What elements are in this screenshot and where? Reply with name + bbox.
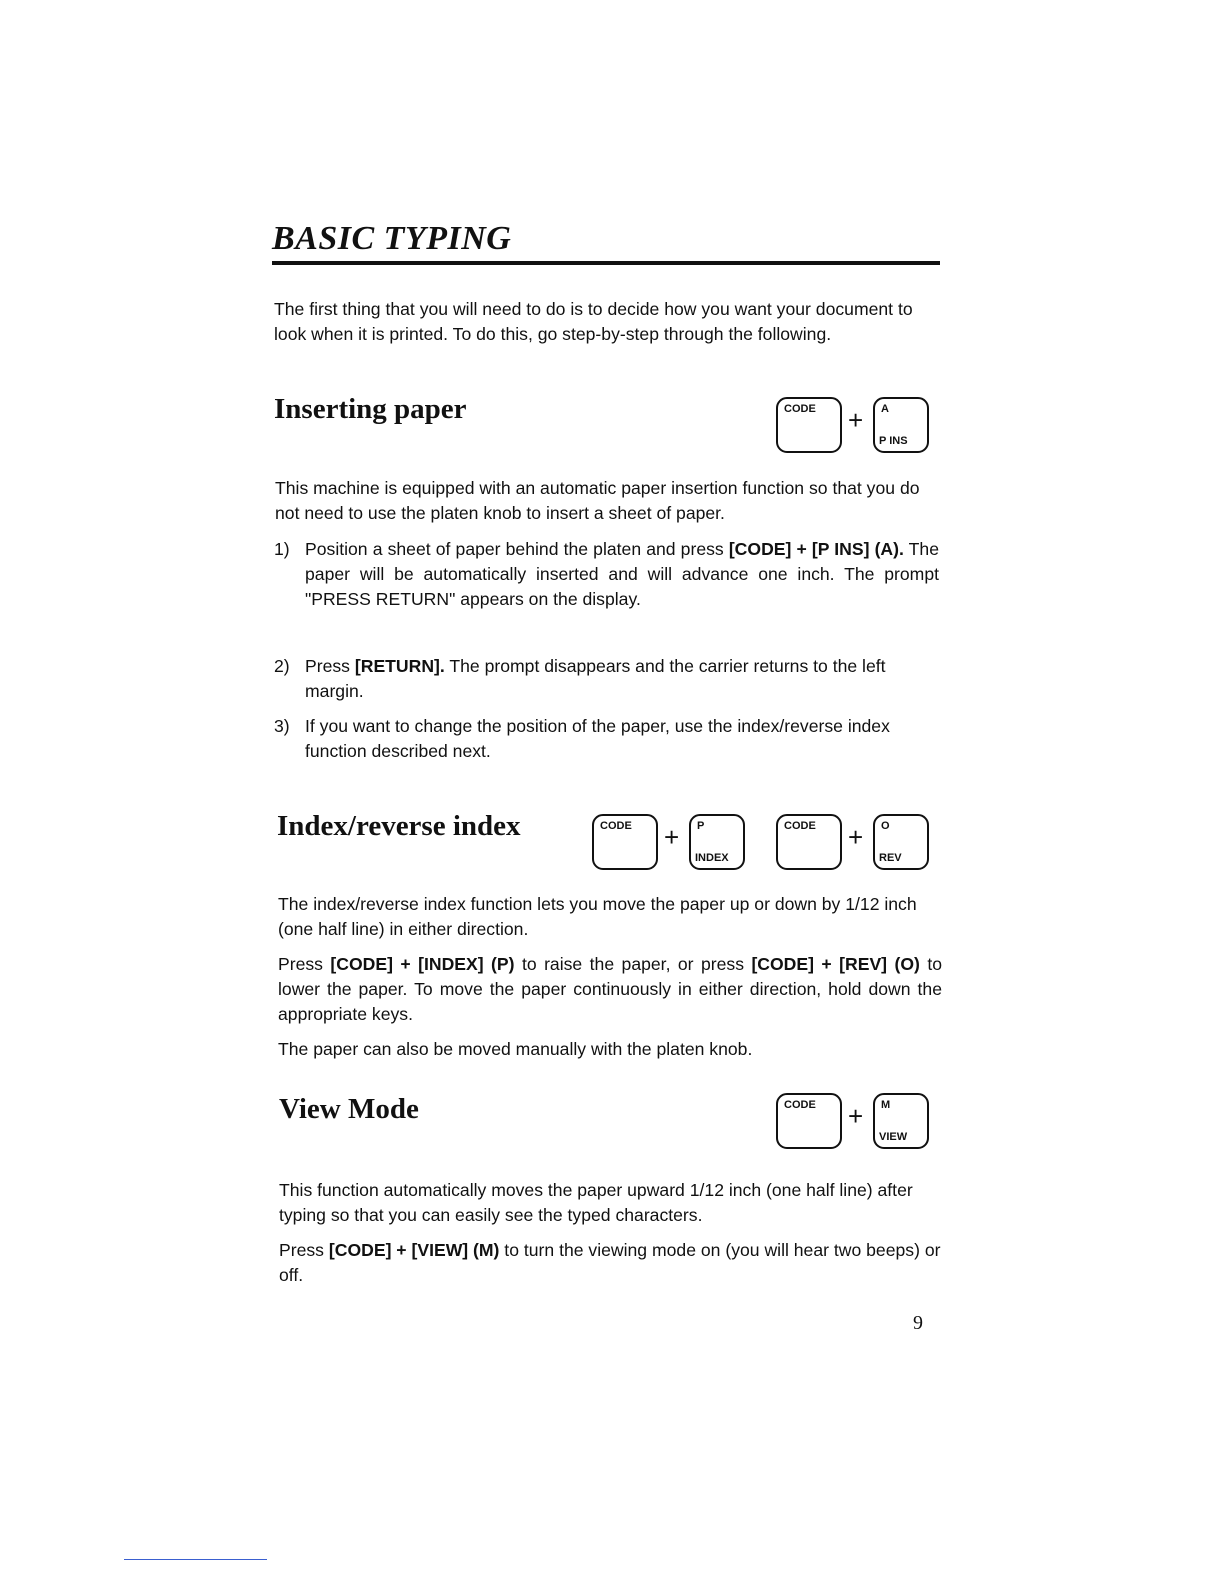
- step-text-rest: The prompt disappears and the carrier returns to the left margin.: [305, 656, 886, 701]
- code-key-icon: [776, 814, 842, 870]
- key-combo-code-pins: [776, 397, 932, 455]
- key-bottom-label: VIEW: [879, 1131, 908, 1143]
- list-text: [305, 654, 939, 704]
- step-keys: [RETURN].: [354, 656, 445, 676]
- key-combo-code-index: [592, 814, 748, 872]
- plus-sign: +: [664, 822, 680, 852]
- plus-sign: +: [848, 822, 864, 852]
- view-paragraph-1: This function automatically moves the paper upward 1/12 inch (one half line) after typing so that you can easily see the typed characters.: [279, 1180, 913, 1225]
- para-text-mid: to raise the paper, or press: [514, 954, 752, 974]
- plus-sign: +: [848, 405, 864, 435]
- key-top-label: A: [881, 403, 889, 415]
- key-bottom-label: P INS: [879, 435, 908, 447]
- list-item: [274, 537, 940, 612]
- step-text: Press: [305, 656, 355, 676]
- key-combo-code-rev: [776, 814, 932, 872]
- key-bottom-label: INDEX: [695, 852, 729, 864]
- pins-key-icon: [873, 397, 929, 453]
- key-label: CODE: [784, 1099, 816, 1111]
- code-key-icon: [776, 397, 842, 453]
- key-combo-code-view: [776, 1093, 932, 1151]
- page-title: BASIC TYPING: [272, 220, 512, 257]
- key-top-label: O: [881, 820, 890, 832]
- section-heading-index-reverse-index: Index/reverse index: [277, 810, 521, 842]
- view-key-icon: [873, 1093, 929, 1149]
- code-key-icon: [776, 1093, 842, 1149]
- key-label: CODE: [784, 403, 816, 415]
- view-paragraph-2: [279, 1238, 943, 1288]
- key-ref-index: [CODE] + [INDEX] (P): [330, 954, 515, 974]
- list-text: If you want to change the position of the paper, use the index/reverse index function described next.: [305, 716, 890, 761]
- plus-sign: +: [848, 1101, 864, 1131]
- key-top-label: M: [881, 1099, 891, 1111]
- key-bottom-label: REV: [879, 852, 902, 864]
- index-paragraph-1: The index/reverse index function lets you move the paper up or down by 1/12 inch (one half line) in either direction.: [278, 894, 917, 939]
- step-text: Position a sheet of paper behind the platen and press: [305, 539, 729, 559]
- step-keys: [CODE] + [P INS] (A).: [728, 539, 904, 559]
- inserting-paragraph: This machine is equipped with an automatic paper insertion function so that you do not need to use the platen knob to insert a sheet of paper.: [275, 478, 920, 523]
- list-item: [274, 654, 940, 704]
- section-heading-inserting-paper: Inserting paper: [274, 393, 467, 425]
- para-text-rest: to lower the paper. To move the paper continuously in either direction, hold down the appropriate keys.: [278, 954, 942, 1024]
- title-rule: [272, 261, 940, 265]
- index-paragraph-2: [278, 952, 942, 1027]
- page-number: 9: [913, 1312, 923, 1334]
- step-text-rest: The paper will be automatically inserted and will advance one inch. The prompt "PRESS RETURN" appears on the display.: [305, 539, 940, 609]
- key-top-label: P: [697, 820, 705, 832]
- section-heading-view-mode: View Mode: [279, 1093, 419, 1125]
- list-number: 2): [274, 656, 290, 676]
- list-number: 3): [274, 716, 290, 736]
- para-text: Press: [278, 954, 331, 974]
- rev-key-icon: [873, 814, 929, 870]
- intro-paragraph: The first thing that you will need to do is to decide how you want your document to look when it is printed. To do this, go step-by-step through the following.: [274, 299, 913, 344]
- list-number: 1): [274, 539, 290, 559]
- key-ref-view: [CODE] + [VIEW] (M): [328, 1240, 500, 1260]
- index-key-icon: [689, 814, 745, 870]
- key-label: CODE: [784, 820, 816, 832]
- footer-line: [124, 1559, 267, 1560]
- list-text: [305, 537, 939, 612]
- code-key-icon: [592, 814, 658, 870]
- para-text: Press: [279, 1240, 329, 1260]
- key-label: CODE: [600, 820, 632, 832]
- para-text-rest: to turn the viewing mode on (you will hear two beeps) or off.: [279, 1240, 941, 1285]
- index-paragraph-3: The paper can also be moved manually with the platen knob.: [278, 1039, 753, 1059]
- key-ref-rev: [CODE] + [REV] (O): [751, 954, 920, 974]
- list-item: [274, 714, 940, 764]
